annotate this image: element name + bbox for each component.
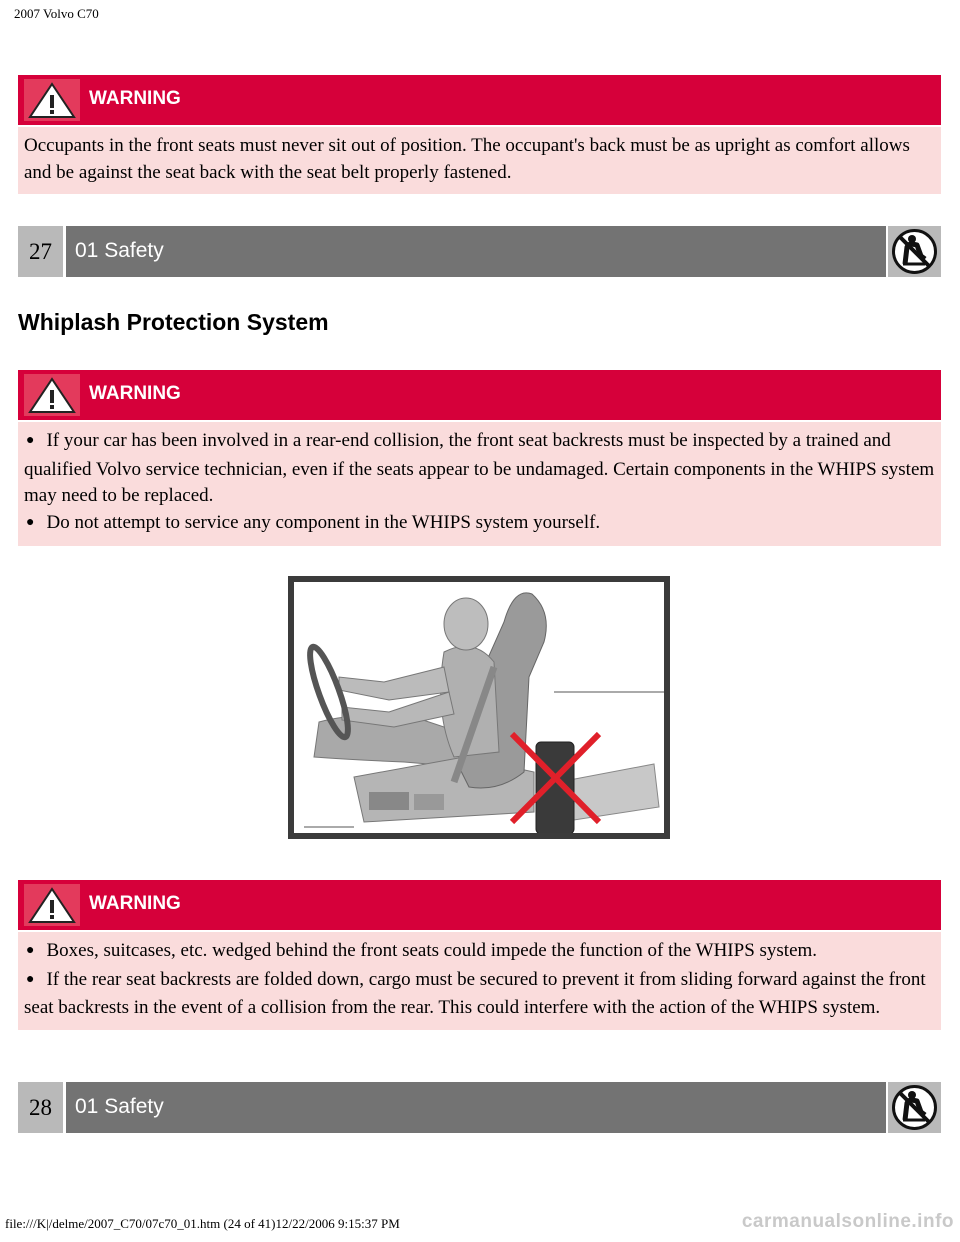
section-title: 01 Safety <box>66 226 886 277</box>
section-title: 01 Safety <box>66 1082 886 1133</box>
warning-body <box>18 932 941 1030</box>
whips-seat-illustration <box>294 582 664 833</box>
whips-figure <box>288 576 670 839</box>
bullet-text: Do not attempt to service any component in the WHIPS system yourself. <box>46 511 601 533</box>
warning-title: WARNING <box>89 88 181 109</box>
section-icon-box <box>888 1082 941 1133</box>
bullet-dot-icon: ● <box>26 971 35 987</box>
seatbelt-icon <box>891 1084 938 1131</box>
page-number: 27 <box>18 226 63 277</box>
section-icon-box <box>888 226 941 277</box>
warning-header <box>18 75 941 125</box>
bullet-dot-icon: ● <box>26 514 35 530</box>
bullet-item <box>24 510 935 539</box>
bullet-item <box>24 938 935 967</box>
bullet-text: If your car has been involved in a rear-end collision, the front seat backrests must be inspected by a trained and qualified Volvo service technician, even if the seats appear to be undamaged. Certain components in the WHIPS system may need to be replaced. <box>24 430 935 506</box>
bullet-item <box>24 428 935 510</box>
warning-title: WARNING <box>89 893 181 914</box>
warning-triangle-icon <box>24 884 80 926</box>
warning-title: WARNING <box>89 383 181 404</box>
section-bar-28 <box>18 1082 941 1133</box>
warning-header <box>18 370 941 420</box>
warning-triangle-icon <box>24 374 80 416</box>
watermark: carmanualsonline.info <box>741 1211 954 1232</box>
seatbelt-icon <box>891 228 938 275</box>
warning-header <box>18 880 941 930</box>
bullet-text: Boxes, suitcases, etc. wedged behind the front seats could impede the function of the WHIPS system. <box>46 940 818 961</box>
warning-body <box>18 127 941 194</box>
document-title: 2007 Volvo C70 <box>14 6 99 21</box>
bullet-text: If the rear seat backrests are folded down, cargo must be secured to prevent it from sliding forward against the front seat backrests in the event of a collision from the rear. This could interfere with the action of the WHIPS system. <box>24 968 926 1018</box>
warning-triangle-icon <box>24 79 80 121</box>
bullet-dot-icon: ● <box>26 433 35 448</box>
footer-path: file:///K|/delme/2007_C70/07c70_01.htm (24 of 41)12/22/2006 9:15:37 PM <box>5 1216 400 1231</box>
bullet-item <box>24 967 935 1022</box>
warning-text: Occupants in the front seats must never sit out of position. The occupant's back must be as upright as comfort allows and be against the seat back with the seat belt properly fastened. <box>24 135 910 183</box>
page-number: 28 <box>18 1082 63 1133</box>
warning-body <box>18 422 941 546</box>
page-heading: Whiplash Protection System <box>18 309 329 335</box>
bullet-dot-icon: ● <box>26 943 35 958</box>
section-bar-27 <box>18 226 941 277</box>
